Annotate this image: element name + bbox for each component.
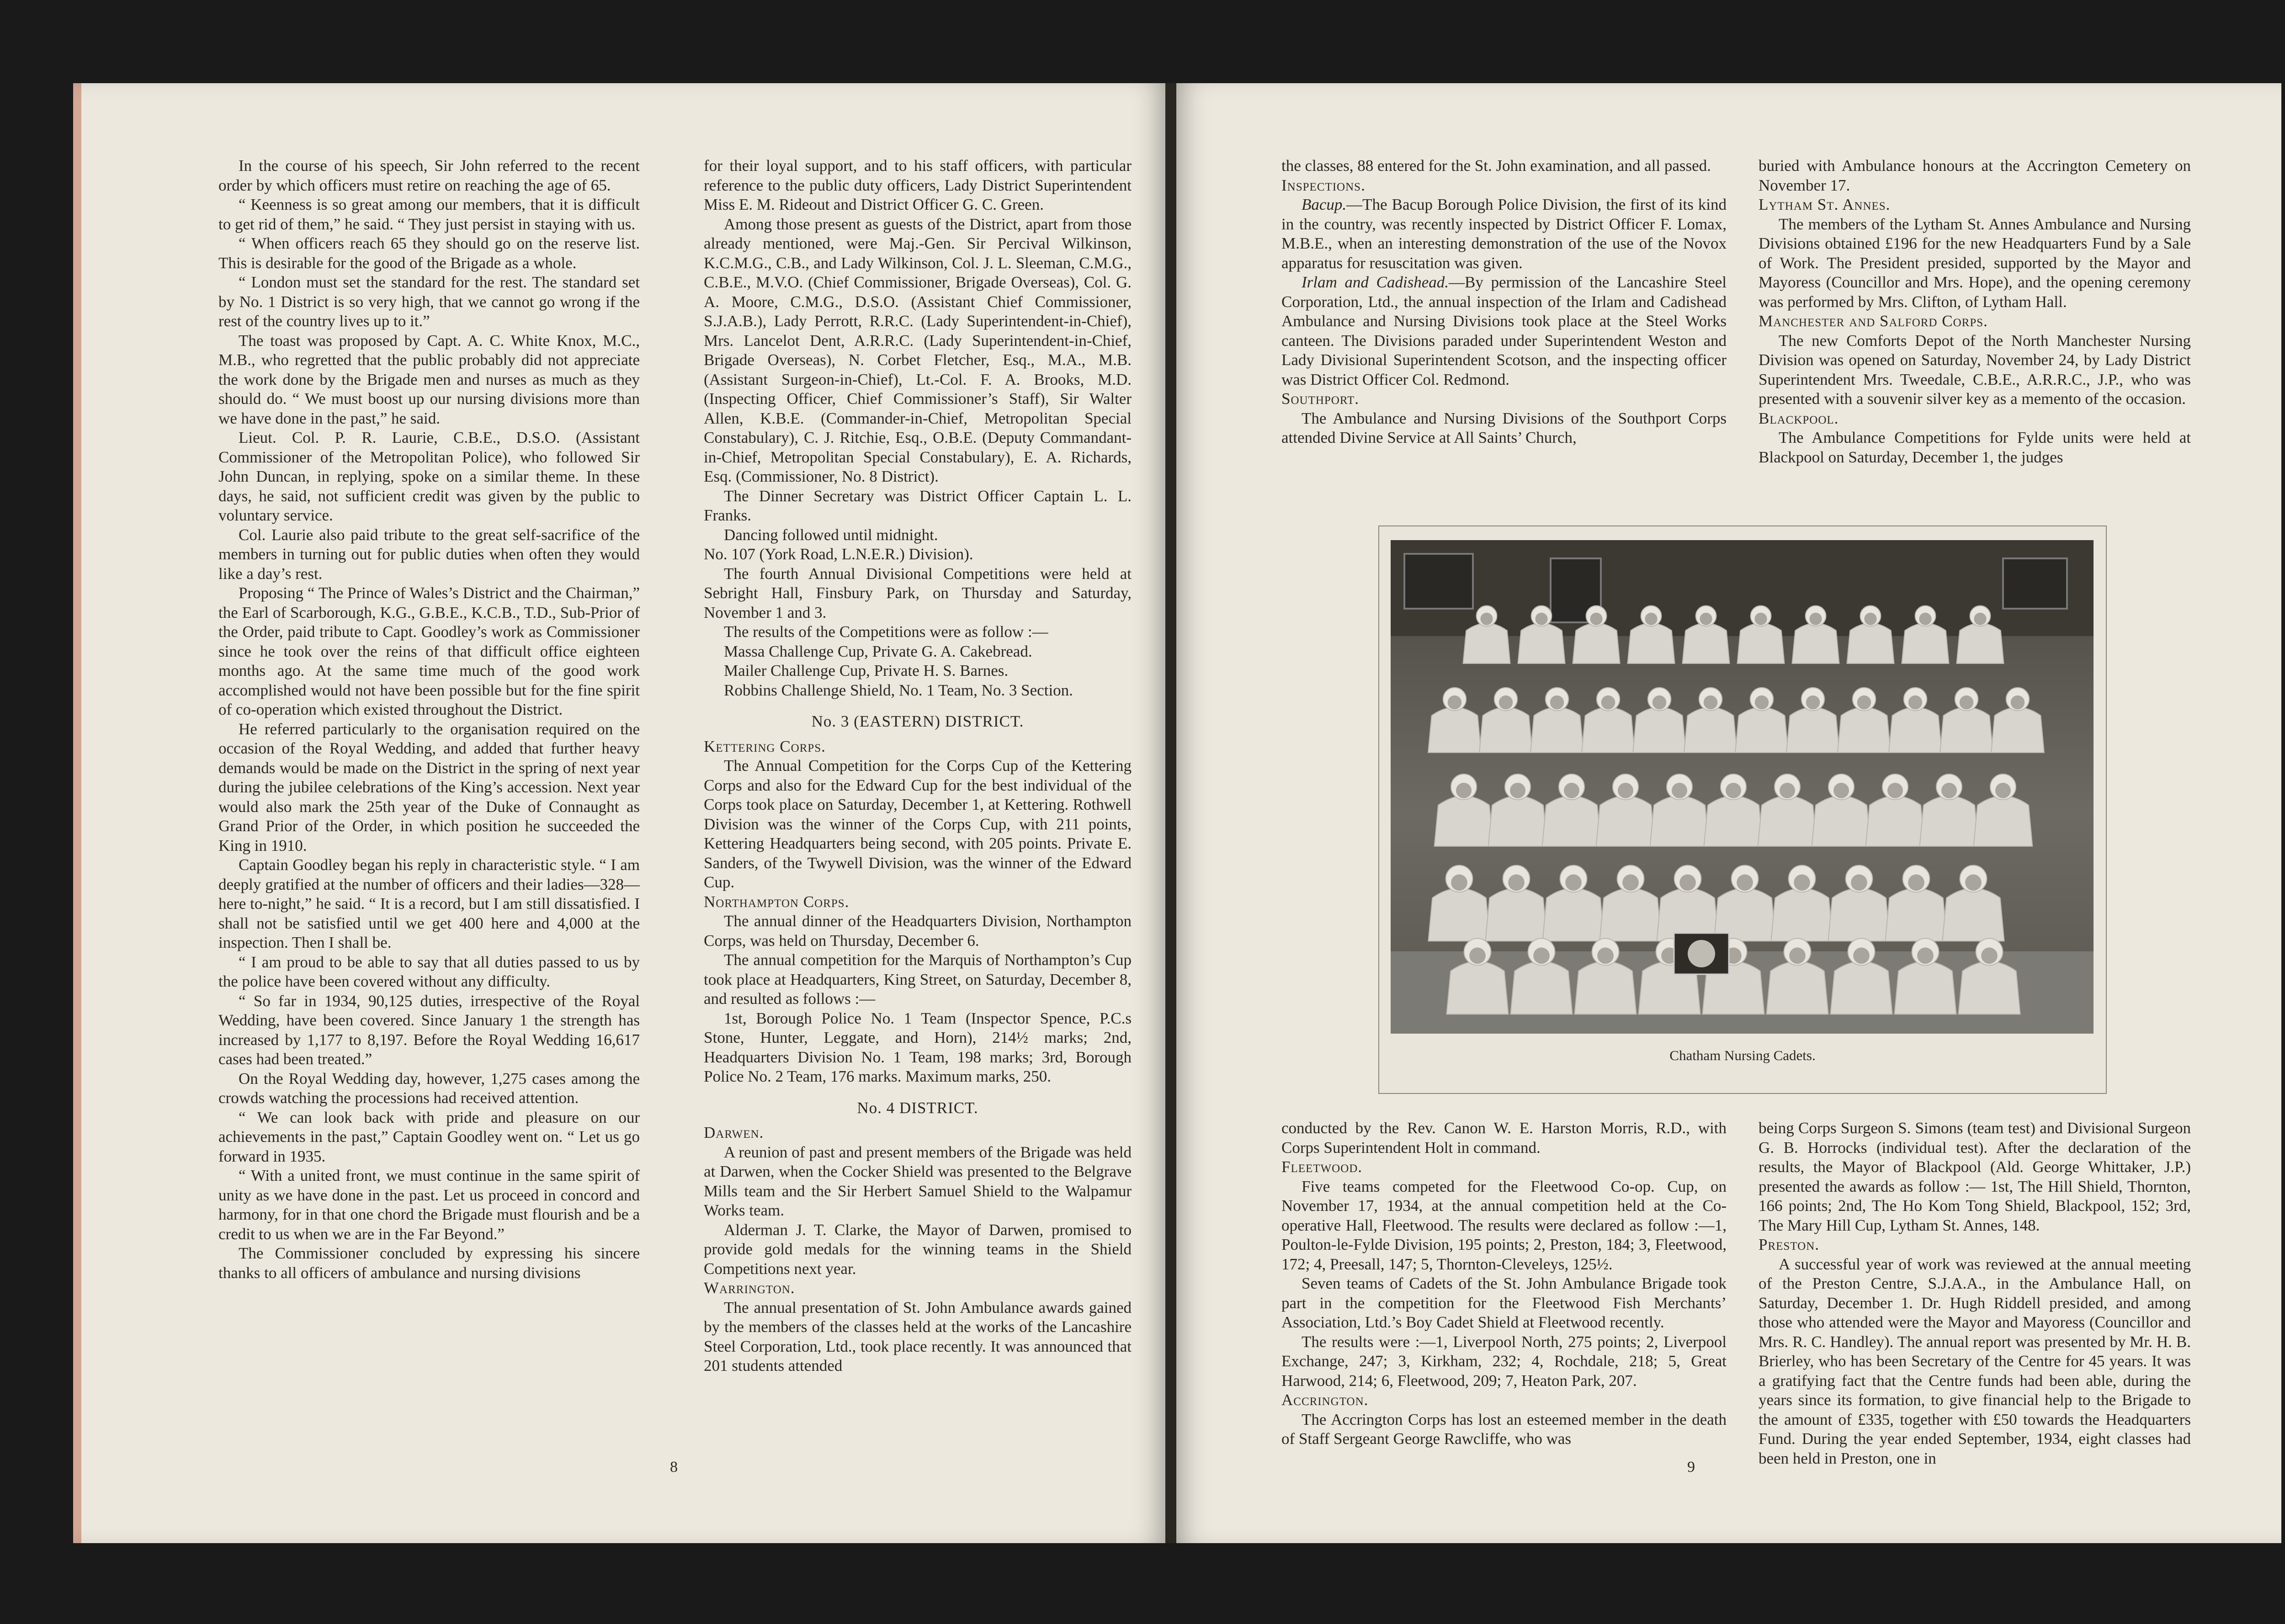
- cadet-figure: [1573, 623, 1620, 663]
- cadet-figure: [1792, 623, 1839, 663]
- cadet-figure: [1479, 707, 1532, 753]
- right-page: [1176, 83, 2281, 1543]
- paragraph: Seven teams of Cadets of the St. John Ambulance Brigade took part in the competition for the Fleetwood Fish Merchants’ Association, Ltd.’s Boy Cadet Shield at Fleetwood recently.: [1281, 1274, 1727, 1331]
- cadet-face: [1618, 783, 1633, 798]
- cadet-face: [1535, 613, 1547, 625]
- paragraph: The results of the Competitions were as follow :—: [724, 623, 1048, 641]
- cadet-face: [1960, 695, 1974, 710]
- cadet-face: [1550, 695, 1564, 710]
- cadet-face: [1597, 948, 1614, 964]
- section-heading: Inspections.: [1281, 176, 1366, 194]
- paragraph: 1st, Borough Police No. 1 Team (Inspector Spence, P.C.s Stone, Hunter, Leggate, and Horn), 214½ marks; 2nd, Headquarters Division No. 1 Team, 198 marks; 3rd, Borough Police No. 2 Team, 176 marks. Maximum marks, 250.: [704, 1009, 1132, 1085]
- cadet-face: [1499, 695, 1513, 710]
- section-heading: Southport.: [1281, 390, 1360, 408]
- cadet-face: [1510, 783, 1525, 798]
- cadet-face: [1590, 613, 1602, 625]
- cadet-figure: [1542, 796, 1601, 846]
- cadet-figure: [1633, 707, 1686, 753]
- section-heading: Fleetwood.: [1281, 1158, 1363, 1176]
- cadet-face: [1700, 613, 1712, 625]
- paragraph: “ Keenness is so great among our members, that it is difficult to get rid of them,” he said. “ They just persist in staying with us.: [218, 196, 640, 233]
- cadet-figure: [1956, 623, 2003, 663]
- paragraph: Alderman J. T. Clarke, the Mayor of Darwen, promised to provide gold medals for the winning teams in the Shield Competitions next year.: [704, 1221, 1132, 1278]
- result-line: Robbins Challenge Shield, No. 1 Team, No. 3 Section.: [724, 681, 1073, 699]
- paragraph: The results were :—1, Liverpool North, 275 points; 2, Liverpool Exchange, 247; 3, Kirkham, 232; 4, Rochdale, 218; 5, Great Harwood, 214; 6, Fleetwood, 209; 7, Heaton Park, 207.: [1281, 1332, 1727, 1390]
- right-page-column-1-bottom: [1281, 1119, 1727, 1449]
- paragraph: Among those present as guests of the District, apart from those already mentioned, were Maj.-Gen. Sir Percival Wilkinson, K.C.M.G., C.B., and Lady Wilkinson, Col. J. L. Sleeman, C.M.G., C.B.E., M.V.O. (Chief Commissioner, Brigade Overseas), Col. G. A. Moore, C.M.G., D.S.O. (Assistant Chief Commissioner, S.J.A.B.), Lady Perrott, R.R.C. (Lady Superintendent-in-Chief), Mrs. Lancelot Dent, A.R.R.C. (Lady Superintendent-in-Chief, Brigade Overseas), N. Corbet Fletcher, Esq., M.A., M.B. (Assistant Surgeon-in-Chief), Lt.-Col. F. A. Brooks, M.D. (Inspecting Officer, Chief Commissioner’s Staff), Sir Walter Allen, K.B.E. (Commander-in-Chief, Metropolitan Special Constabulary), C. J. Ritchie, Esq., O.B.E. (Deputy Commandant-in-Chief, Metropolitan Special Constabulary), E. A. Richards, Esq. (Commissioner, No. 8 District).: [704, 215, 1132, 485]
- cadet-figure: [1682, 623, 1729, 663]
- cadet-face: [1995, 783, 2011, 798]
- page-number: 8: [670, 1459, 678, 1475]
- paragraph: The Dinner Secretary was District Officer Captain L. L. Franks.: [704, 487, 1132, 524]
- paragraph: No. 107 (York Road, L.N.E.R.) Division).: [704, 545, 973, 563]
- paragraph: The Ambulance and Nursing Divisions of the Southport Corps attended Divine Service at All Saints’ Church,: [1281, 409, 1727, 446]
- cadet-figure: [1574, 961, 1636, 1014]
- cadet-face: [1737, 875, 1753, 891]
- cadet-face: [1780, 783, 1795, 798]
- paragraph: Col. Laurie also paid tribute to the great self-sacrifice of the members in turning out for public duties when often they would like a day’s rest.: [218, 525, 640, 583]
- paragraph: The members of the Lytham St. Annes Ambulance and Nursing Divisions obtained £196 for the new Headquarters Fund by a Sale of Work. The President presided, supported by the Mayor and Mayoress (Councillor and Mrs. Hope), and the opening ceremony was performed by Mrs. Clifton, of Lytham Hall.: [1759, 215, 2191, 311]
- district-heading: No. 3 (EASTERN) DISTRICT.: [811, 712, 1024, 730]
- cadet-figure: [1830, 961, 1892, 1014]
- cadet-figure: [1650, 796, 1709, 846]
- paragraph: [1281, 195, 1727, 273]
- magazine-spread: [73, 83, 2281, 1543]
- left-page-column-2: [704, 156, 1132, 1376]
- page-number: 9: [1687, 1459, 1695, 1475]
- cadet-face: [1451, 875, 1467, 891]
- cadet-figure: [1786, 707, 1839, 753]
- cadet-face: [1754, 613, 1767, 625]
- cadet-figure: [1428, 707, 1481, 753]
- paragraph-text: —By permission of the Lancashire Steel Corporation, Ltd., the annual inspection of the Irlam and Cadishead Ambulance and Nursing Divisions took place at the Steel Works canteen. The Divisions paraded under Superintendent Weston and Lady Divisional Superintendent Scotson, and the inspecting officer was District Officer Col. Redmond.: [1281, 273, 1727, 388]
- paragraph: The Commissioner concluded by expressing his sincere thanks to all officers of ambulance and nursing divisions: [218, 1244, 640, 1282]
- cadet-figure: [1958, 961, 2020, 1014]
- cadet-figure: [1847, 623, 1894, 663]
- cadet-figure: [1446, 961, 1508, 1014]
- cadet-figure: [1940, 707, 1993, 753]
- cadet-face: [1448, 695, 1462, 710]
- paragraph: for their loyal support, and to his staff officers, with particular reference to the public duty officers, Lady District Superintendent Miss E. M. Rideout and District Officer G. C. Green.: [704, 157, 1132, 213]
- cadet-figure: [1885, 888, 1947, 941]
- section-heading: Accrington.: [1281, 1391, 1369, 1409]
- cadet-face: [1480, 613, 1493, 625]
- cadet-figure: [1485, 888, 1547, 941]
- cadet-figure: [1627, 623, 1674, 663]
- cadet-face: [1508, 875, 1525, 891]
- cadet-face: [1601, 695, 1615, 710]
- cadet-figure: [1838, 707, 1891, 753]
- gutter: [1165, 83, 1176, 1543]
- cadet-face: [1794, 875, 1810, 891]
- cadet-face: [1853, 948, 1870, 964]
- paragraph: The annual dinner of the Headquarters Division, Northampton Corps, was held on Thursday, December 6.: [704, 912, 1132, 950]
- cadet-face: [1919, 613, 1931, 625]
- cadet-face: [1857, 695, 1871, 710]
- cadet-figure: [1758, 796, 1817, 846]
- cadet-figure: [1894, 961, 1956, 1014]
- cadet-figure: [1463, 623, 1510, 663]
- paragraph: Dancing followed until midnight.: [724, 525, 938, 544]
- cadet-figure: [1866, 796, 1925, 846]
- cadet-face: [1672, 783, 1687, 798]
- cadet-face: [1941, 783, 1957, 798]
- cadet-figure: [1737, 623, 1784, 663]
- paragraph: “ With a united front, we must continue in the same spirit of unity as we have done in the past. Let us proceed in concord and harmony, for in that one chord the Brigade must flourish and be a credit to us when we are in the Far Beyond.”: [218, 1167, 640, 1243]
- cadet-figure: [1704, 796, 1763, 846]
- cadet-figure: [1530, 707, 1584, 753]
- section-heading: Preston.: [1759, 1236, 1819, 1253]
- paragraph: The Accrington Corps has lost an esteemed member in the death of Staff Sergeant George Rawcliffe, who was: [1281, 1410, 1727, 1448]
- paragraph: In the course of his speech, Sir John referred to the recent order by which officers must retire on reaching the age of 65.: [218, 157, 640, 194]
- cadet-figure: [1889, 707, 1942, 753]
- paragraph: The annual presentation of St. John Ambulance awards gained by the members of the classes held at the works of the Lancashire Steel Corporation, Ltd., took place recently. It was announced that 201 students attended: [704, 1298, 1132, 1375]
- cadet-figure: [1684, 707, 1737, 753]
- section-heading: Lytham St. Annes.: [1759, 196, 1891, 213]
- paragraph: [1281, 273, 1727, 389]
- paragraph: buried with Ambulance honours at the Accrington Cemetery on November 17.: [1759, 157, 2191, 194]
- paragraph-lead: Irlam and Cadishead.: [1302, 273, 1449, 291]
- cadet-figure: [1596, 796, 1655, 846]
- section-heading: Kettering Corps.: [704, 737, 826, 755]
- cadet-face: [1789, 948, 1806, 964]
- cadet-figure: [1542, 888, 1604, 941]
- photo-caption: Chatham Nursing Cadets.: [1669, 1047, 1816, 1063]
- paragraph: The annual competition for the Marquis of Northampton’s Cup took place at Headquarters, King Street, on Saturday, December 8, and resulted as follows :—: [704, 951, 1132, 1008]
- cadet-face: [1565, 875, 1582, 891]
- cadet-figure: [1600, 888, 1661, 941]
- cadet-face: [1806, 695, 1820, 710]
- cadet-figure: [1488, 796, 1547, 846]
- cadet-face: [1864, 613, 1876, 625]
- cadet-face: [1726, 783, 1741, 798]
- cadet-figure: [1920, 796, 1979, 846]
- group-photo: [1391, 540, 2094, 1034]
- paragraph: The toast was proposed by Capt. A. C. White Knox, M.C., M.B., who regretted that the public probably did not appreciate the work done by the Brigade men and nurses as much as they should do. “ We must boost up our nursing divisions more than we have done in the past,” he said.: [218, 331, 640, 427]
- cadet-figure: [1582, 707, 1635, 753]
- paragraph: Captain Goodley began his reply in characteristic style. “ I am deeply gratified at the number of officers and their ladies—328—here to-night,” he said. “ It is a record, but I am still dissatisfied. I shall not be satisfied until we get 400 here and 4,000 at the inspection. Then I shall be.: [218, 856, 640, 951]
- paragraph: The new Comforts Depot of the North Manchester Nursing Division was opened on Saturday, November 24, by Lady District Superintendent Mrs. Tweedale, C.B.E., A.R.R.C., J.P., who was presented with a souvenir silver key as a memento of the occasion.: [1759, 331, 2191, 408]
- paragraph: On the Royal Wedding day, however, 1,275 cases among the crowds watching the processions had received attention.: [218, 1069, 640, 1107]
- cadet-figure: [1812, 796, 1871, 846]
- paragraph: The Ambulance Competitions for Fylde units were held at Blackpool on Saturday, December 1, the judges: [1759, 429, 2191, 466]
- paragraph: “ London must set the standard for the rest. The standard set by No. 1 District is so very high, that we cannot go wrong if the rest of the country lives up to it.”: [218, 273, 640, 330]
- cadet-face: [1533, 948, 1550, 964]
- paragraph: Five teams competed for the Fleetwood Co-op. Cup, on November 17, 1934, at the annual competition held at the Co-operative Hall, Fleetwood. The results were declared as follow :—1, Poulton-le-Fylde Division, 195 points; 2, Preston, 184; 3, Fleetwood, 172; 4, Preesall, 147; 5, Thornton-Cleveleys, 125½.: [1281, 1177, 1727, 1273]
- cadet-figure: [1510, 961, 1572, 1014]
- cadet-face: [1755, 695, 1769, 710]
- cadet-figure: [1735, 707, 1788, 753]
- cadet-figure: [1428, 888, 1490, 941]
- paragraph: The fourth Annual Divisional Competitions were held at Sebright Hall, Finsbury Park, on Thursday and Saturday, November 1 and 3.: [704, 564, 1132, 621]
- paragraph: being Corps Surgeon S. Simons (team test) and Divisional Surgeon G. B. Horrocks (individual test). After the declaration of the results, the Mayor of Blackpool (Ald. George Whittaker, J.P.) presented the awards as follow :— 1st, The Hill Shield, Thornton, 166 points; 2nd, The Ho Kom Tong Shield, Blackpool, 152; 3rd, The Mary Hill Cup, Lytham St. Annes, 148.: [1759, 1119, 2191, 1234]
- cadet-face: [1908, 695, 1923, 710]
- cadet-face: [1908, 875, 1924, 891]
- cadet-face: [1645, 613, 1657, 625]
- district-heading: No. 4 DISTRICT.: [857, 1099, 978, 1117]
- left-page: [73, 83, 1165, 1543]
- cadet-figure: [1974, 796, 2033, 846]
- nursing-cadets-photo: [1391, 540, 2094, 1034]
- cadet-face: [1887, 783, 1903, 798]
- cadet-face: [1851, 875, 1867, 891]
- cadet-face: [1833, 783, 1849, 798]
- paragraph: “ I am proud to be able to say that all duties passed to us by the police have been covered without any difficulty.: [218, 953, 640, 990]
- result-line: Mailer Challenge Cup, Private H. S. Barnes.: [724, 662, 1009, 679]
- right-page-column-2-bottom: [1759, 1119, 2191, 1468]
- cadet-face: [1974, 613, 1986, 625]
- paragraph: He referred particularly to the organisation required on the occasion of the Royal Wedding, and added that further heavy demands would be made on the District in the spring of next year during the jubilee celebrations of the King’s accession. Next year would also mark the 25th year of the Duke of Connaught as Grand Prior of the Order, in which position he succeeded the King in 1910.: [218, 720, 640, 854]
- paragraph: “ We can look back with pride and pleasure on our achievements in the past,” Captain Goodley went on. “ Let us go forward in 1935.: [218, 1108, 640, 1165]
- section-heading: Blackpool.: [1759, 409, 1839, 427]
- cadet-figure: [1771, 888, 1833, 941]
- cadet-face: [2011, 695, 2025, 710]
- paragraph: The Annual Competition for the Corps Cup of the Kettering Corps and also for the Edward Cup for the best individual of the Corps took place on Saturday, December 1, at Kettering. Rothwell Division was the winner of the Corps Cup, with 211 points, Kettering Headquarters being second, with 205 points. Private E. Sanders, of the Twywell Division, was the winner of the Edward Cup.: [704, 757, 1132, 891]
- cadet-face: [1704, 695, 1718, 710]
- cadet-face: [1469, 948, 1486, 964]
- photo-frame: [1378, 525, 2107, 1094]
- paragraph: conducted by the Rev. Canon W. E. Harston Morris, R.D., with Corps Superintendent Holt in command.: [1281, 1119, 1727, 1157]
- paragraph-text: —The Bacup Borough Police Division, the first of its kind in the country, was recently inspected by District Officer F. Lomax, M.B.E., when an interesting demonstration of the use of the Novox apparatus for resuscitation was given.: [1281, 196, 1727, 272]
- cadet-face: [1981, 948, 1998, 964]
- right-page-column-2-top: [1759, 156, 2191, 467]
- cadet-face: [1622, 875, 1639, 891]
- paragraph: “ When officers reach 65 they should go on the reserve list. This is desirable for the good of the Brigade as a whole.: [218, 234, 640, 272]
- cadet-figure: [1828, 888, 1890, 941]
- paragraph-lead: Bacup.: [1302, 196, 1347, 213]
- right-page-column-1-top: [1281, 156, 1727, 448]
- cadet-figure: [1435, 796, 1493, 846]
- cadet-face: [1456, 783, 1472, 798]
- cadet-face: [1917, 948, 1934, 964]
- cadet-figure: [1942, 888, 2004, 941]
- paragraph: “ So far in 1934, 90,125 duties, irrespective of the Royal Wedding, have been covered. Since January 1 the strength has increased by 1,177 to 8,197. Before the Royal Wedding 16,617 cases had been treated.”: [218, 992, 640, 1068]
- cadet-face: [1679, 875, 1696, 891]
- cadet-figure: [1902, 623, 1949, 663]
- section-heading: Manchester and Salford Corps.: [1759, 312, 1988, 330]
- paragraph: Lieut. Col. P. R. Laurie, C.B.E., D.S.O. (Assistant Commissioner of the Metropolitan Police), who followed Sir John Duncan, in replying, spoke on a similar theme. In these days, he said, not sufficient credit was given by the public to voluntary service.: [218, 429, 640, 524]
- cadet-face: [1809, 613, 1822, 625]
- section-heading: Northampton Corps.: [704, 892, 850, 911]
- result-line: Massa Challenge Cup, Private G. A. Cakebread.: [724, 642, 1032, 660]
- cadet-figure: [1991, 707, 2044, 753]
- paragraph: A reunion of past and present members of the Brigade was held at Darwen, when the Cocker Shield was presented to the Belgrave Mills team and the Sir Herbert Samuel Shield to the Walpamur Works team.: [704, 1143, 1132, 1219]
- cadet-face: [1653, 695, 1667, 710]
- section-heading: Warrington.: [704, 1279, 795, 1297]
- cadet-figure: [1518, 623, 1565, 663]
- paragraph: Proposing “ The Prince of Wales’s District and the Chairman,” the Earl of Scarborough, K.G., G.B.E., K.C.B., T.D., Sub-Prior of the Order, paid tribute to Capt. Goodley’s work as Commissioner since he took over the reins of that difficult office eighteen months ago. At the same time much of the good work accomplished would not have been possible but for the fine spirit of co-operation which existed throughout the District.: [218, 584, 640, 718]
- left-page-column-1: [218, 156, 640, 1283]
- cadet-face: [1965, 875, 1982, 891]
- cadet-figure: [1766, 961, 1828, 1014]
- paragraph: the classes, 88 entered for the St. John examination, and all passed.: [1281, 157, 1711, 175]
- cadet-face: [1564, 783, 1579, 798]
- paragraph: A successful year of work was reviewed at the annual meeting of the Preston Centre, S.J.A.A., in the Ambulance Hall, on Saturday, December 1. Dr. Hugh Riddell presided, and among those who attended were the Mayor and Mayoress (Councillor and Mrs. R. C. Handley). The annual report was presented by Mr. H. B. Brierley, who has been Secretary of the Centre for 45 years. It was a gratifying fact that the Centre funds had been able, during the years since its formation, to give financial help to the Brigade to the amount of £335, together with £50 towards the Headquarters Fund. During the year ended September, 1934, eight classes had been held in Preston, one in: [1759, 1255, 2191, 1467]
- section-heading: Darwen.: [704, 1124, 764, 1141]
